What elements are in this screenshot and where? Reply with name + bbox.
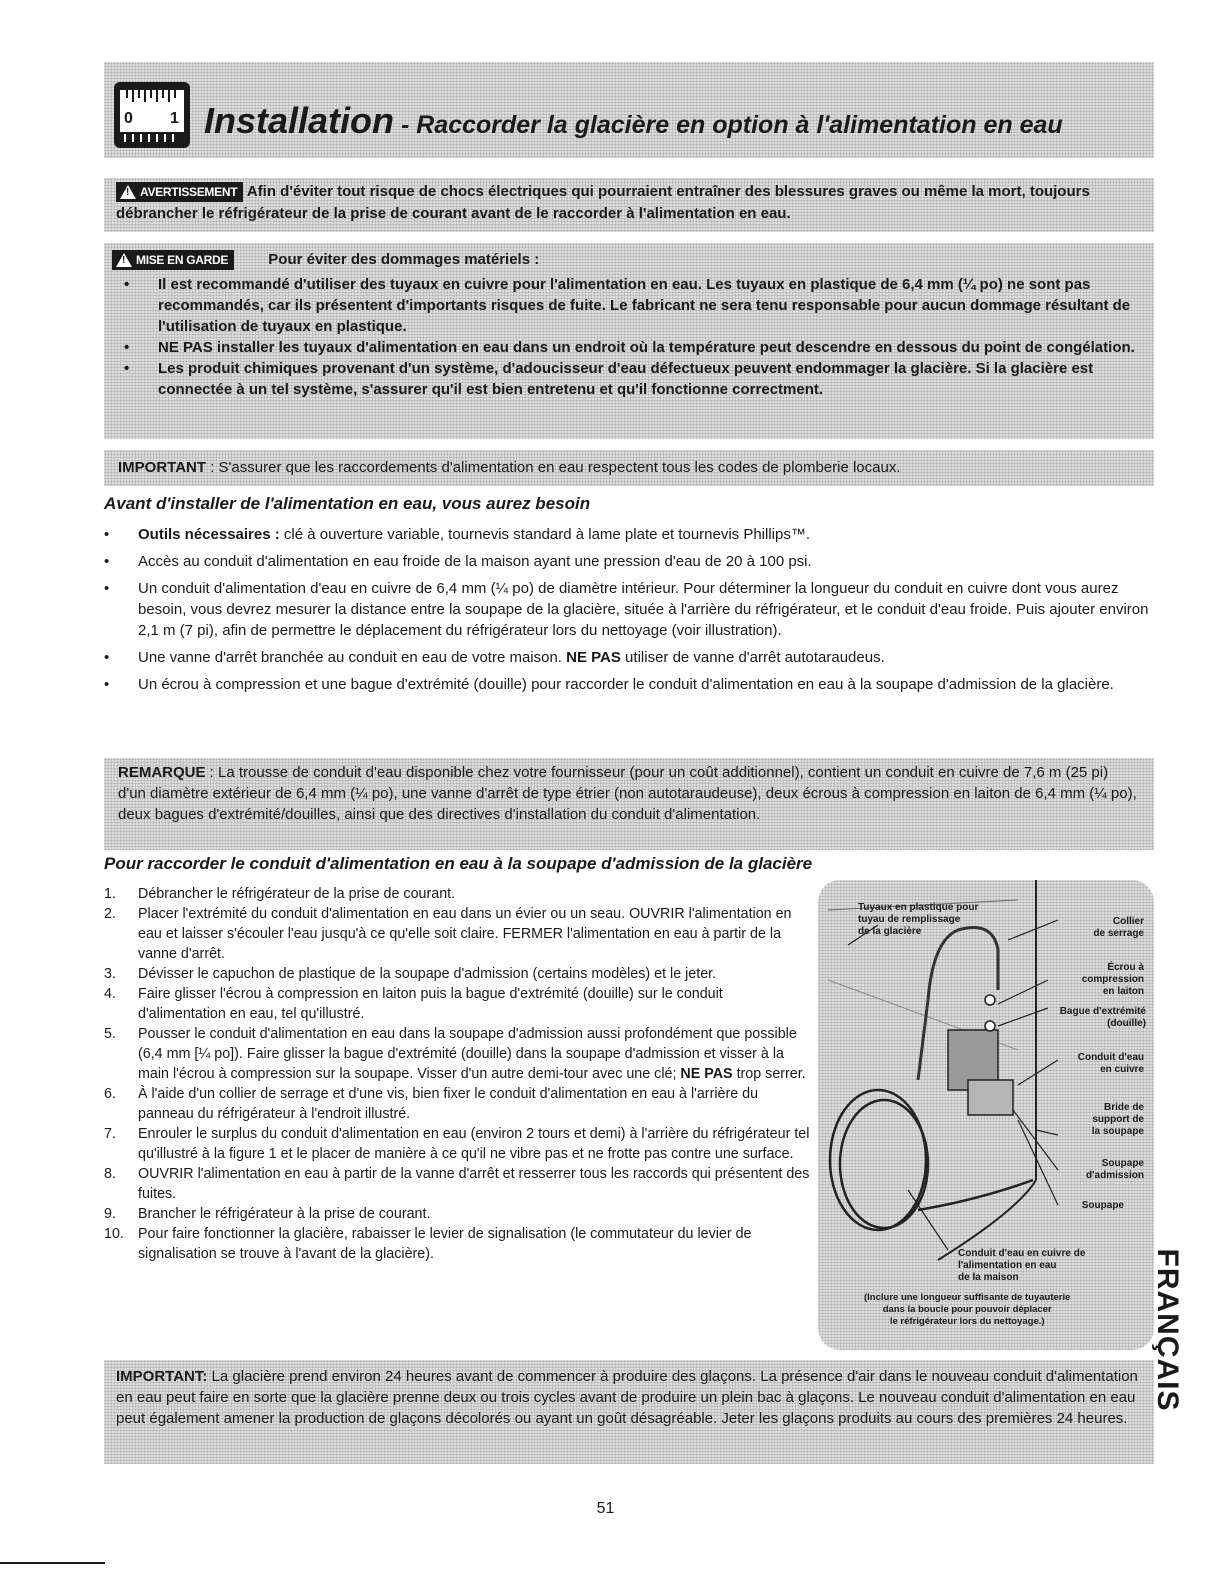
caution-triangle-icon bbox=[116, 253, 132, 267]
language-side-tab: FRANÇAIS bbox=[1151, 1248, 1184, 1412]
title-main: Installation bbox=[204, 100, 395, 141]
list-item: • Un conduit d'alimentation d'eau en cuivre de 6,4 mm (¼ po) de diamètre intérieur. Pour déterminer la longueur du conduit en cuivre dont vous aurez besoin, vous devrez mesurer la distance entre la soupape de la glacière, située à l'arrière du réfrigérateur, et le conduit d'eau froide. Puis ajouter environ 2,1 m (7 pi), afin de permettre le déplacement du réfrigérateur lors du nettoyage (voir illustration). bbox=[104, 578, 1154, 641]
important-label: IMPORTANT: bbox=[116, 1368, 208, 1385]
important-note-plumbing bbox=[104, 450, 1154, 486]
important-text: La glacière prend environ 24 heures avant de commencer à produire des glaçons. La présence d'air dans le nouveau conduit d'alimentation en eau peut faire en sorte que la glacière prenne deux ou trois cycles avant de produire un plein bac à glaçons. Le nouveau conduit d'alimentation en eau peut également amener la production de glaçons décolorés ou ayant un goût désagréable. Jeter les glaçons produits au cours des premières 24 heures. bbox=[116, 1368, 1138, 1427]
ruler-left-number: 0 bbox=[124, 110, 133, 127]
important-text: : S'assurer que les raccordements d'alimentation en eau respectent tous les codes de plomberie locaux. bbox=[206, 459, 901, 476]
ruler-right-number: 1 bbox=[170, 110, 179, 127]
step-item: 6. À l'aide d'un collier de serrage et d'une vis, bien fixer le conduit d'alimentation en eau à l'arrière du panneau du réfrigérateur à l'endroit illustré. bbox=[104, 1086, 759, 1122]
ruler-icon bbox=[114, 82, 190, 148]
important-note-ice bbox=[104, 1360, 1154, 1464]
step-item: 8. OUVRIR l'alimentation en eau à partir de la vanne d'arrêt et resserrer tous les raccords qui présentent des fuites. bbox=[104, 1166, 810, 1202]
step-item: 3. Dévisser le capuchon de plastique de la soupape d'admission (certains modèles) et le jeter. bbox=[104, 966, 717, 982]
list-item: • Accès au conduit d'alimentation en eau froide de la maison ayant une pression d'eau de 20 à 100 psi. bbox=[104, 551, 1154, 572]
label-soupape-admission: Soupape d'admission bbox=[1086, 1158, 1144, 1181]
step-item: 10. Pour faire fonctionner la glacière, rabaisser le levier de signalisation (le commutateur du levier de signalisation se trouve à l'avant de la glacière). bbox=[104, 1226, 752, 1262]
warning-badge: ! AVERTISSEMENT bbox=[116, 182, 243, 202]
step-item: 7. Enrouler le surplus du conduit d'alimentation en eau (environ 2 tours et demi) à l'arrière du réfrigérateur tel qu'illustré à la figure 1 et le placer de manière à ce qu'il ne vibre pas et ne frotte pas contre une surface. bbox=[104, 1126, 810, 1162]
caution-lead: Pour éviter des dommages matériels : bbox=[268, 251, 540, 268]
step-item: 9. Brancher le réfrigérateur à la prise de courant. bbox=[104, 1206, 431, 1222]
list-item: • Une vanne d'arrêt branchée au conduit en eau de votre maison. NE PAS utiliser de vanne d'arrêt autotaraudeus. bbox=[104, 647, 1154, 668]
caution-list bbox=[112, 274, 1142, 400]
label-soupape: Soupape bbox=[1081, 1200, 1124, 1211]
footer-rule bbox=[0, 1562, 105, 1564]
caution-item: • NE PAS installer les tuyaux d'alimentation en eau dans un endroit où la température peut descendre en dessous du point de congélation. bbox=[112, 337, 1142, 358]
caution-box bbox=[104, 243, 1154, 439]
warning-box bbox=[104, 178, 1154, 232]
steps-list bbox=[104, 884, 814, 1264]
label-ecrou: Écrou à compression en laiton bbox=[1081, 962, 1144, 997]
warning-triangle-icon bbox=[120, 185, 136, 199]
section-heading-requirements: Avant d'installer de l'alimentation en eau, vous aurez besoin bbox=[104, 494, 591, 513]
caution-badge: ! MISE EN GARDE bbox=[112, 250, 234, 270]
warning-text: Afin d'éviter tout risque de chocs électriques qui pourraient entraîner des blessures graves ou même la mort, toujours débrancher le réfrigérateur de la prise de courant avant de le raccorder à l'alimentation en eau. bbox=[116, 183, 1090, 222]
section-heading-connection: Pour raccorder le conduit d'alimentation en eau à la soupape d'admission de la glacière bbox=[104, 854, 813, 873]
label-collier: Collier de serrage bbox=[1093, 916, 1144, 939]
label-bague: Bague d'extrémité (douille) bbox=[1059, 1006, 1146, 1029]
remarque-text: : La trousse de conduit d'eau disponible chez votre fournisseur (pour un coût additionnel), contient un conduit en cuivre de 7,6 m (25 pi) d'un diamètre extérieur de 6,4 mm (¼ po), une vanne d'arrêt de type étrier (non autotaraudeuse), deux écrous à compression en laiton de 6,4 mm (¼ po), deux bagues d'extrémité/douilles, ainsi que des directives d'installation du conduit d'alimentation. bbox=[118, 764, 1137, 823]
list-item: • Outils nécessaires : clé à ouverture variable, tournevis standard à lame plate et tournevis Phillips™. bbox=[104, 524, 1154, 545]
caution-item: • Il est recommandé d'utiliser des tuyaux en cuivre pour l'alimentation en eau. Les tuyaux en plastique de 6,4 mm (¼ po) ne sont pas recommandés, car ils présentent d'importants risques de fuite. Le fabricant ne sera tenu responsable pour aucun dommage résultant de l'utilisation de tuyaux en plastique. bbox=[112, 274, 1142, 337]
label-plastic-tube: Tuyaux en plastique pour tuyau de remplissage de la glacière bbox=[858, 902, 979, 937]
page-title bbox=[204, 100, 1063, 142]
step-item: 2. Placer l'extrémité du conduit d'alimentation en eau dans un évier ou un seau. OUVRIR l'alimentation en eau et laisser s'écouler l'eau jusqu'à ce qu'elle soit claire. FERMER l'alimentation en eau à partir de la vanne d'arrêt. bbox=[104, 906, 792, 962]
label-bride: Bride de support de la soupape bbox=[1091, 1102, 1144, 1137]
step-item: 1. Débrancher le réfrigérateur de la prise de courant. bbox=[104, 886, 456, 902]
remarque-label: REMARQUE bbox=[118, 764, 206, 781]
step-item: 4. Faire glisser l'écrou à compression en laiton puis la bague d'extrémité (douille) sur le conduit d'alimentation en eau, tel qu'illustré. bbox=[104, 986, 723, 1022]
label-conduit-maison: Conduit d'eau en cuivre de l'alimentation en eau de la maison bbox=[958, 1248, 1086, 1283]
water-valve-illustration bbox=[818, 880, 1154, 1350]
page-number: 51 bbox=[596, 1500, 615, 1517]
caution-item: • Les produit chimiques provenant d'un système, d'adoucisseur d'eau défectueux peuvent endommager la glacière. Si la glacière est connectée à un tel système, s'assurer qu'il est bien entretenu et qu'il fonctionne correctment. bbox=[112, 358, 1142, 400]
list-item: • Un écrou à compression et une bague d'extrémité (douille) pour raccorder le conduit d'alimentation en eau à la soupape d'admission de la glacière. bbox=[104, 674, 1154, 695]
remarque-note bbox=[104, 758, 1154, 850]
step-item: 5. Pousser le conduit d'alimentation en eau dans la soupape d'admission aussi profondément que possible (6,4 mm [¼ po]). Faire glisser la bague d'extrémité (douille) dans la soupape d'admission et visser à la main l'écrou à compression sur la soupape. Visser d'un autre demi-tour avec une clé; NE PAS trop serrer. bbox=[104, 1026, 806, 1082]
label-note: (Inclure une longueur suffisante de tuyauterie dans la boucle pour pouvoir déplacer le réfrigérateur lors du nettoyage.) bbox=[864, 1292, 1071, 1327]
title-subtitle: - Raccorder la glacière en option à l'alimentation en eau bbox=[394, 111, 1063, 139]
requirements-list bbox=[104, 524, 1154, 701]
label-conduit-cuivre: Conduit d'eau en cuivre bbox=[1077, 1052, 1144, 1075]
important-label: IMPORTANT bbox=[118, 459, 207, 476]
page-header bbox=[104, 62, 1154, 158]
